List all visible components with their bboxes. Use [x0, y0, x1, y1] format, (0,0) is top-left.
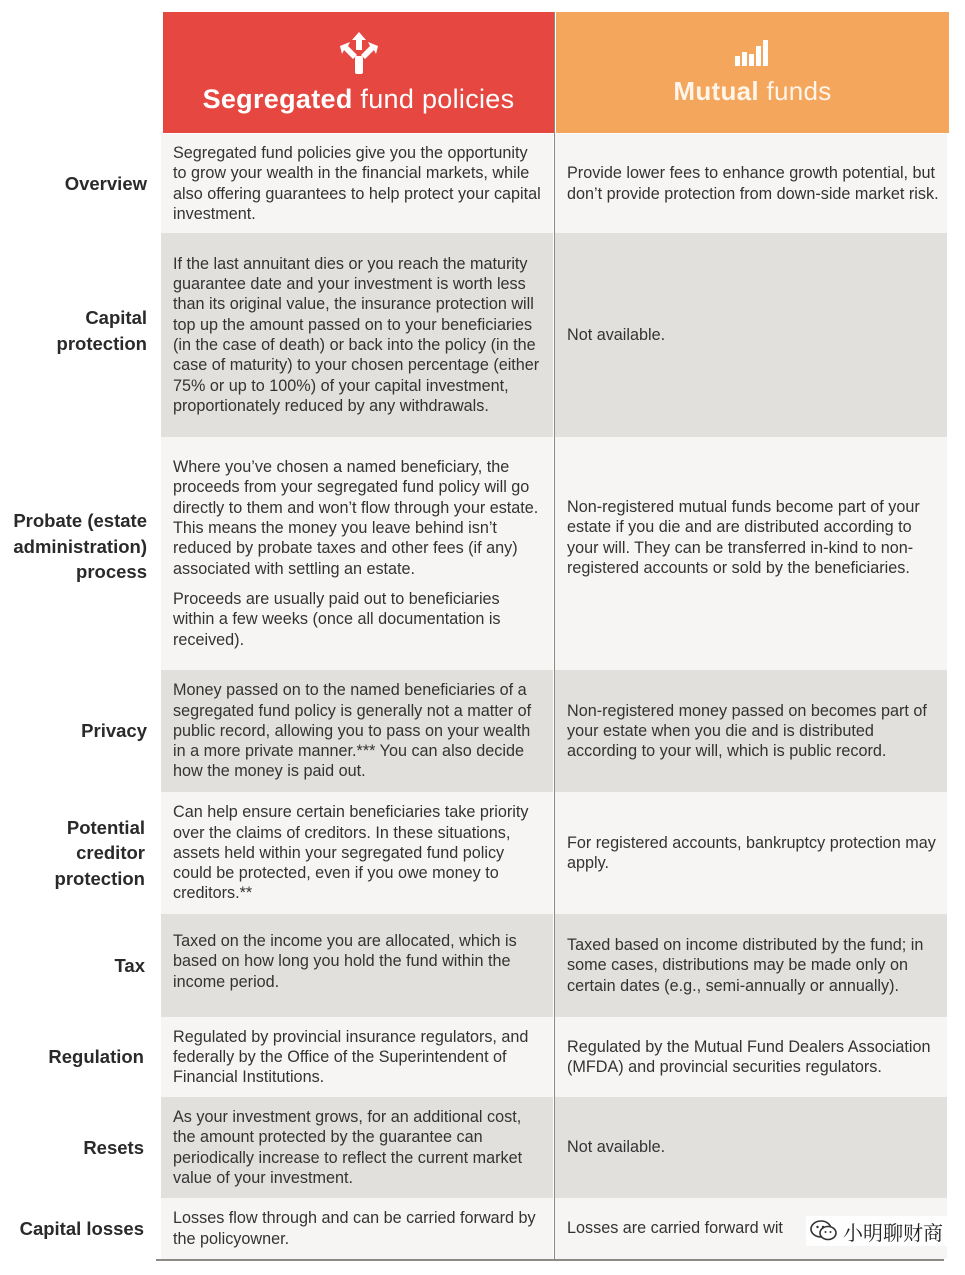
- row-label: Potential creditor protection: [54, 816, 145, 889]
- mutual-cell: Taxed based on income distributed by the fund; in some cases, distributions may be made only on certain dates (e.g., semi-annually or annually).: [555, 914, 947, 1017]
- segregated-cell: Losses flow through and can be carried forward by the policyowner.: [161, 1198, 553, 1259]
- mutual-cell: Regulated by the Mutual Fund Dealers Association (MFDA) and provincial securities regulators.: [555, 1017, 947, 1097]
- row-label: Tax: [114, 954, 145, 976]
- segregated-cell: Segregated fund policies give you the opportunity to grow your wealth in the financial markets, while also offering guarantees to help protect your capital investment.: [161, 134, 553, 233]
- row-regulation: [0, 1017, 965, 1097]
- row-creditor-protection: [0, 792, 965, 914]
- column-divider: [554, 12, 555, 1260]
- row-capital-protection: [0, 233, 965, 437]
- row-tax: [0, 914, 965, 1017]
- row-label: Privacy: [81, 720, 147, 742]
- mutual-cell: Non-registered mutual funds become part of your estate if you die and are distributed according to your will. They can be transferred in-kind to non-registered accounts or sold by the beneficiaries.: [555, 437, 947, 670]
- mutual-cell: For registered accounts, bankruptcy protection may apply.: [555, 792, 947, 914]
- row-privacy: [0, 670, 965, 792]
- wechat-icon: [810, 1219, 838, 1243]
- segregated-fund-header: [163, 12, 554, 133]
- split-arrows-icon: [336, 30, 382, 76]
- segregated-cell: Money passed on to the named beneficiaries of a segregated fund policy is generally not a matter of public record, allowing you to pass on your wealth in a more private manner.*** You can also decide how the money is paid out.: [161, 670, 553, 792]
- segregated-header-title: Segregated fund policies: [202, 84, 515, 114]
- row-label: Regulation: [48, 1046, 144, 1068]
- mutual-cell: Losses are carried forward wit: [555, 1198, 947, 1259]
- mutual-header-title: Mutual funds: [673, 76, 832, 106]
- mutual-cell: Not available.: [555, 233, 947, 437]
- mutual-fund-header: [556, 12, 949, 133]
- row-resets: [0, 1097, 965, 1198]
- row-label: Probate (estate administration) process: [13, 510, 147, 583]
- segregated-cell: Can help ensure certain beneficiaries take priority over the claims of creditors. In these situations, assets held within your segregated fund policy could be protected, even if you owe money to creditors.**: [161, 792, 553, 914]
- mutual-cell: Provide lower fees to enhance growth potential, but don’t provide protection from down-side market risk.: [555, 134, 947, 233]
- segregated-cell: As your investment grows, for an additional cost, the amount protected by the guarantee can periodically increase to reflect the current market value of your investment.: [161, 1097, 553, 1198]
- segregated-cell: If the last annuitant dies or you reach the maturity guarantee date and your investment is worth less than its original value, the insurance protection will top up the amount passed on to your beneficiaries (in the case of death) or back into the policy (in the case of maturity) to your chosen percentage (either 75% or up to 100%) of your capital investment, proportionately reduced by any withdrawals.: [161, 233, 553, 437]
- mutual-cell: Non-registered money passed on becomes part of your estate when you die and is distributed according to your will, which is public record.: [555, 670, 947, 792]
- row-overview: [0, 134, 965, 233]
- row-probate: [0, 437, 965, 670]
- watermark: [806, 1216, 947, 1246]
- table-bottom-rule: [156, 1259, 944, 1261]
- row-label: Capital losses: [19, 1217, 144, 1239]
- segregated-cell: Where you’ve chosen a named beneficiary, the proceeds from your segregated fund policy will go directly to them and won’t flow through your estate. This means the money you leave behind isn’t reduced by probate taxes and other fees (if any) associated with settling an estate. Proceeds are usually paid out to beneficiaries within a few weeks (once all documentation is received).: [161, 437, 553, 670]
- segregated-cell: Taxed on the income you are allocated, which is based on how long you hold the fund within the income period.: [161, 914, 553, 1017]
- row-label: Capital protection: [56, 307, 147, 354]
- bar-chart-icon: [733, 38, 773, 68]
- row-label: Overview: [64, 172, 147, 194]
- segregated-cell: Regulated by provincial insurance regulators, and federally by the Office of the Superintendent of Financial Institutions.: [161, 1017, 553, 1097]
- watermark-text: 小明聊财商: [843, 1222, 943, 1245]
- mutual-cell: Not available.: [555, 1097, 947, 1198]
- row-label: Resets: [83, 1136, 144, 1158]
